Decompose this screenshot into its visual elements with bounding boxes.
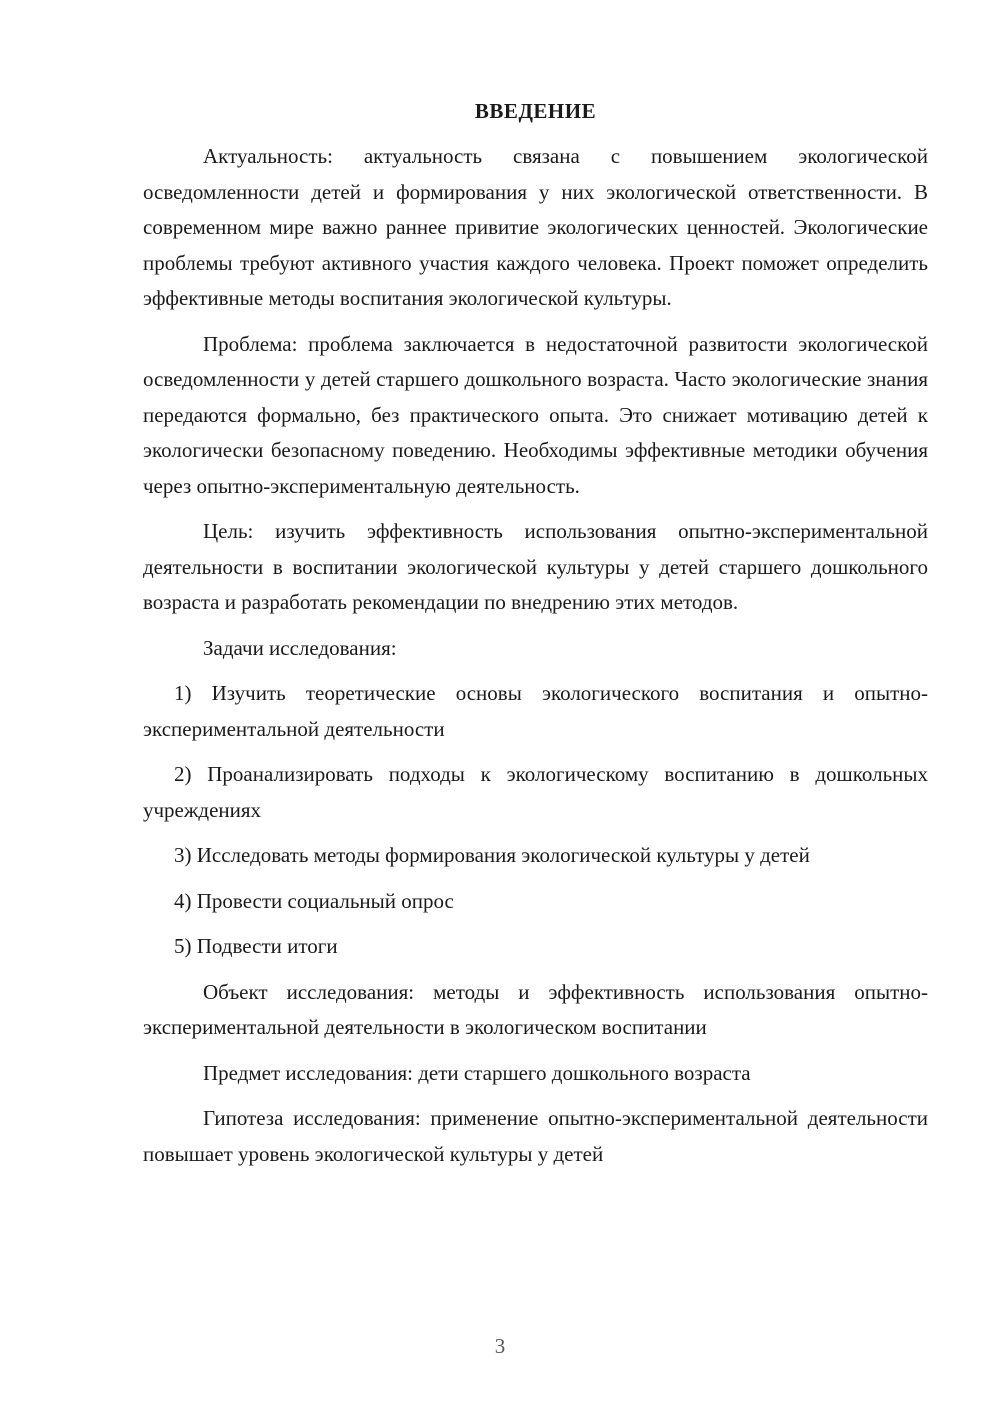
paragraph-tasks-heading: Задачи исследования:: [203, 635, 397, 660]
paragraph-subject: Предмет исследования: дети старшего дошкольного возраста: [203, 1060, 751, 1085]
page-number: 3: [494, 1334, 506, 1358]
paragraph-hypothesis: Гипотеза исследования: применение опытно-экспериментальной деятельности повышает уровень экологической культуры у детей: [143, 1106, 928, 1166]
list-item-task-1: 1) Изучить теоретические основы экологического воспитания и опытно-экспериментальной деятельности: [143, 681, 928, 741]
list-item-task-2: 2) Проанализировать подходы к экологическому воспитанию в дошкольных учреждениях: [143, 762, 928, 822]
paragraph-relevance: Актуальность: актуальность связана с повышением экологической осведомленности детей и формирования у них экологической ответственности. В современном мире важно раннее привитие экологических ценностей. Экологические проблемы требуют активного участия каждого человека. Проект поможет определить эффективные методы воспитания экологической культуры.: [143, 144, 928, 310]
paragraph-object: Объект исследования: методы и эффективность использования опытно-экспериментальной деятельности в экологическом воспитании: [143, 979, 928, 1039]
paragraph-problem: Проблема: проблема заключается в недостаточной развитости экологической осведомленности у детей старшего дошкольного возраста. Часто экологические знания передаются формально, без практического опыта. Это снижает мотивацию детей к экологически безопасному поведению. Необходимы эффективные методики обучения через опытно-экспериментальную деятельность.: [143, 331, 928, 498]
list-item-task-5: 5) Подвести итоги: [174, 934, 338, 958]
section-heading: ВВЕДЕНИЕ: [474, 99, 597, 123]
paragraph-goal: Цель: изучить эффективность использования опытно-экспериментальной деятельности в воспитании экологической культуры у детей старшего дошкольного возраста и разработать рекомендации по внедрению этих методов.: [143, 519, 928, 614]
document-page: [143, 95, 928, 1182]
list-item-task-4: 4) Провести социальный опрос: [174, 888, 454, 913]
list-item-task-3: 3) Исследовать методы формирования экологической культуры у детей: [174, 843, 810, 867]
